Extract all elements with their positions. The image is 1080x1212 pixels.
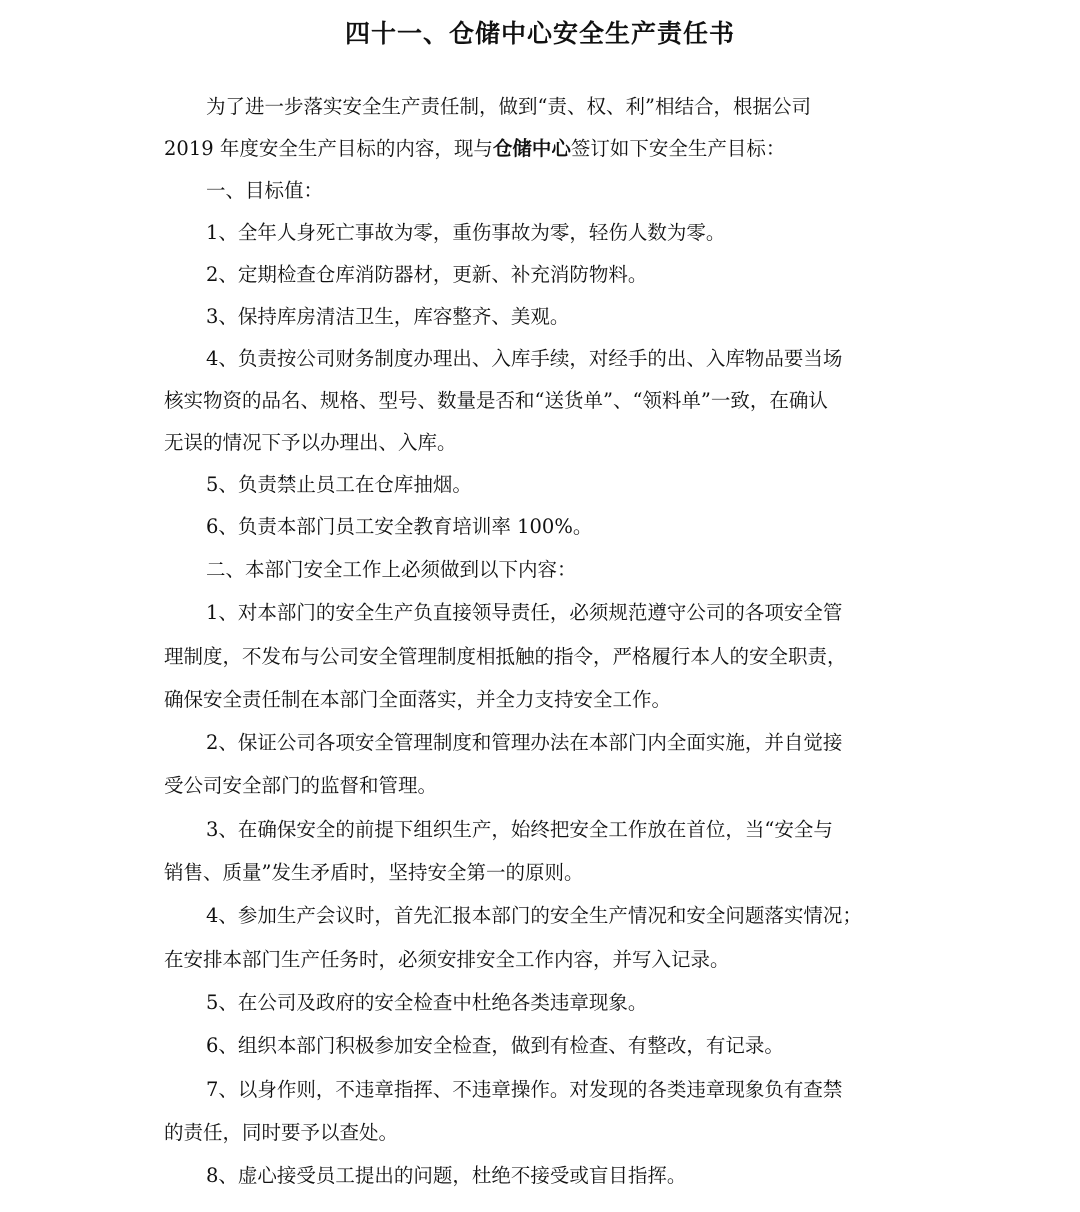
section-2-item-8: 8、虚心接受员工提出的问题，杜绝不接受或盲目指挥。 [206,1164,687,1188]
section-1-item-4-line-2: 核实物资的品名、规格、型号、数量是否和“送货单”、“领料单”一致，在确认 [164,389,828,412]
section-1-item-6: 6、负责本部门员工安全教育培训率 100%。 [206,515,593,538]
section-2-item-5: 5、在公司及政府的安全检查中杜绝各类违章现象。 [206,990,648,1014]
section-1-item-2: 2、定期检查仓库消防器材，更新、补充消防物料。 [206,263,648,286]
section-1-item-1: 1、全年人身死亡事故为零，重伤事故为零，轻伤人数为零。 [206,221,726,244]
intro-text-suffix: 签订如下安全生产目标： [570,137,786,160]
section-1-heading: 一、目标值： [206,179,324,202]
section-2-item-2-line-2: 受公司安全部门的监督和管理。 [164,774,438,798]
section-2-item-3-line-1: 3、在确保安全的前提下组织生产，始终把安全工作放在首位，当“安全与 [206,817,833,841]
section-2-item-4-line-2: 在安排本部门生产任务时，必须安排安全工作内容，并写入记录。 [164,947,730,971]
intro-text-prefix: 2019 年度安全生产目标的内容，现与 [164,137,493,160]
section-2-item-6: 6、组织本部门积极参加安全检查，做到有检查、有整改，有记录。 [206,1034,784,1058]
section-2-heading: 二、本部门安全工作上必须做到以下内容： [206,558,577,581]
section-1-item-5: 5、负责禁止员工在仓库抽烟。 [206,473,472,496]
section-2-item-2-line-1: 2、保证公司各项安全管理制度和管理办法在本部门内全面实施，并自觉接 [206,731,843,755]
section-1-item-4-line-1: 4、负责按公司财务制度办理出、入库手续，对经手的出、入库物品要当场 [206,347,843,370]
intro-line-2 [164,128,924,170]
department-name: 仓储中心 [492,137,571,160]
section-2-item-7-line-2: 的责任，同时要予以查处。 [164,1120,399,1144]
section-2-item-7-line-1: 7、以身作则，不违章指挥、不违章操作。对发现的各类违章现象负有查禁 [206,1077,843,1101]
section-1-item-4-line-3: 无误的情况下予以办理出、入库。 [164,431,457,454]
document-body [164,86,924,1197]
section-2-item-1-line-1: 1、对本部门的安全生产负直接领导责任，必须规范遵守公司的各项安全管 [206,601,843,625]
document-title: 四十一、仓储中心安全生产责任书 [344,19,735,48]
section-2-item-4-line-1: 4、参加生产会议时，首先汇报本部门的安全生产情况和安全问题落实情况； [206,904,862,928]
section-2-item-1-line-2: 理制度，不发布与公司安全管理制度相抵触的指令，严格履行本人的安全职责， [164,644,847,668]
intro-line-1: 为了进一步落实安全生产责任制，做到“责、权、利”相结合，根据公司 [206,95,811,118]
section-2-item-1-line-3: 确保安全责任制在本部门全面落实，并全力支持安全工作。 [164,687,672,711]
section-1-item-3: 3、保持库房清洁卫生，库容整齐、美观。 [206,305,570,328]
section-2-item-3-line-2: 销售、质量”发生矛盾时，坚持安全第一的原则。 [164,861,584,885]
